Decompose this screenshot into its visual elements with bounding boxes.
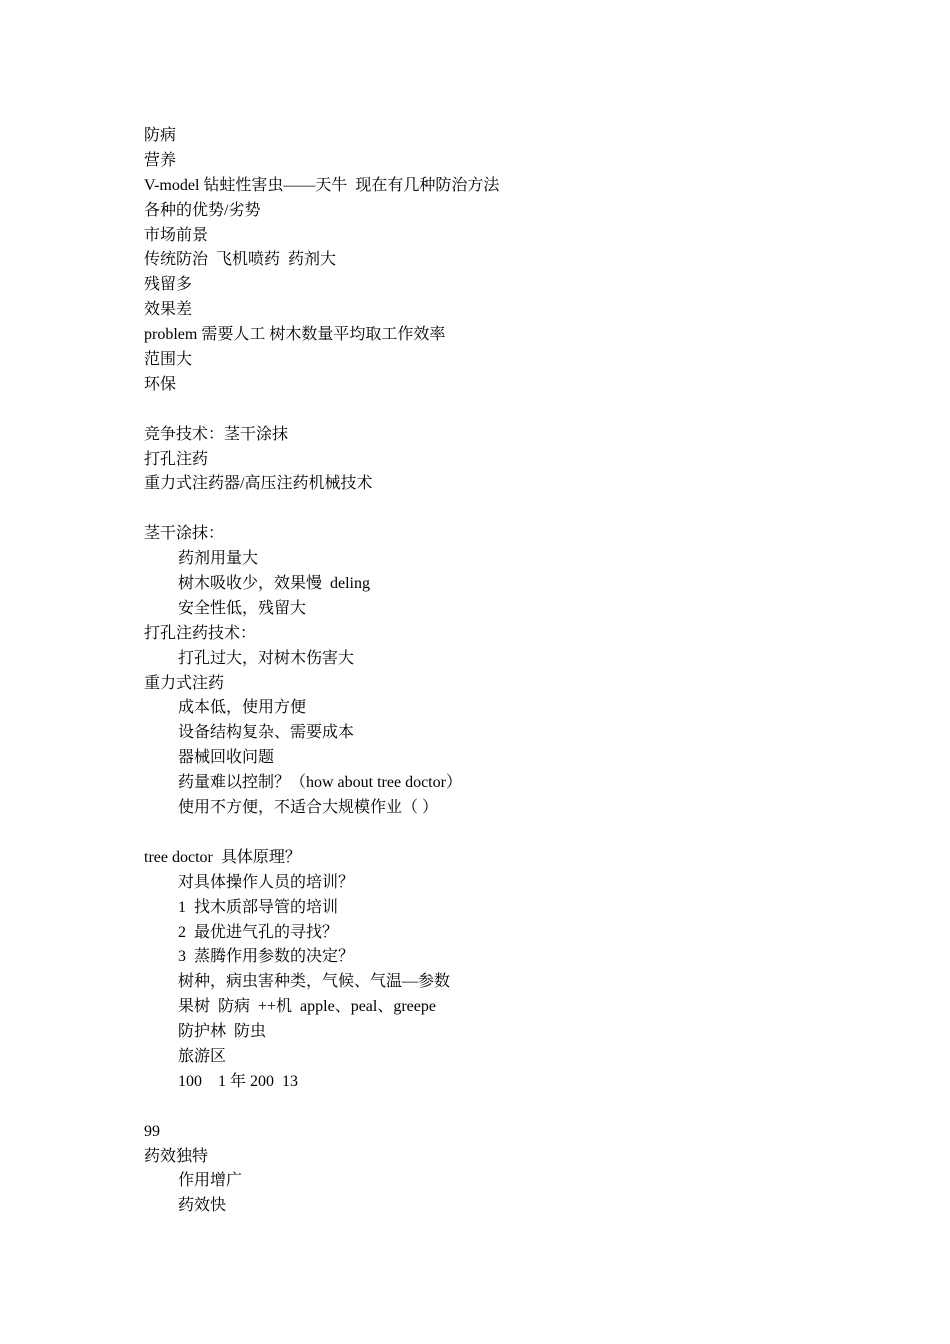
indented-text-line: 对具体操作人员的培训？ <box>178 873 355 891</box>
text-line: 传统防治 飞机喷药 药剂大 <box>144 251 337 269</box>
blank-line <box>144 821 844 846</box>
indented-text-line: 药量难以控制？（how about tree doctor） <box>178 774 462 792</box>
text-line: 重力式注药器/高压注药机械技术 <box>144 475 373 493</box>
text-line: 茎干涂抹： <box>144 525 225 543</box>
indented-text-line: 设备结构复杂、需要成本 <box>178 724 355 742</box>
text-line: 竞争技术：茎干涂抹 <box>144 425 289 443</box>
indented-text-line: 安全性低，残留大 <box>178 599 307 617</box>
document-body <box>144 124 844 1219</box>
indented-text-line: 作用增广 <box>178 1172 243 1190</box>
text-line: 打孔注药 <box>144 450 209 468</box>
text-line: problem 需要人工 树木数量平均取工作效率 <box>144 326 446 344</box>
text-line: 重力式注药 <box>144 674 225 692</box>
text-line: 防病 <box>144 127 177 144</box>
text-line: 各种的优势/劣势 <box>144 201 261 219</box>
text-line: 环保 <box>144 375 177 393</box>
blank-line <box>144 398 844 423</box>
text-line: tree doctor 具体原理？ <box>144 848 301 866</box>
blank-line <box>144 1095 844 1120</box>
text-line: 市场前景 <box>144 226 209 244</box>
indented-text-line: 成本低，使用方便 <box>178 699 307 717</box>
indented-text-line: 树种，病虫害种类，气候、气温—参数 <box>178 973 451 991</box>
indented-text-line: 2 最优进气孔的寻找？ <box>178 923 339 941</box>
text-line: 范围大 <box>144 351 193 369</box>
indented-text-line: 1 找木质部导管的培训 <box>178 898 339 916</box>
text-line: V-model 钻蛀性害虫——天牛 现在有几种防治方法 <box>144 176 500 194</box>
indented-text-line: 防护林 防虫 <box>178 1023 267 1041</box>
blank-line <box>144 497 844 522</box>
text-line: 99 <box>144 1122 160 1140</box>
indented-text-line: 使用不方便，不适合大规模作业（ ） <box>178 799 439 817</box>
text-line: 营养 <box>144 151 177 169</box>
indented-text-line: 果树 防病 ++机 apple、peal、greepe <box>178 998 436 1016</box>
text-line: 打孔注药技术： <box>144 624 257 642</box>
indented-text-line: 药剂用量大 <box>178 550 259 568</box>
indented-text-line: 药效快 <box>178 1197 227 1215</box>
text-line: 效果差 <box>144 301 193 319</box>
indented-text-line: 打孔过大，对树木伤害大 <box>178 649 355 667</box>
indented-text-line: 树木吸收少，效果慢 deling <box>178 575 370 593</box>
indented-text-line: 100 1 年 200 13 <box>178 1072 299 1090</box>
indented-text-line: 旅游区 <box>178 1047 227 1065</box>
text-line: 残留多 <box>144 276 193 294</box>
indented-text-line: 器械回收问题 <box>178 749 275 767</box>
text-line: 药效独特 <box>144 1147 209 1165</box>
indented-text-line: 3 蒸腾作用参数的决定？ <box>178 948 355 966</box>
